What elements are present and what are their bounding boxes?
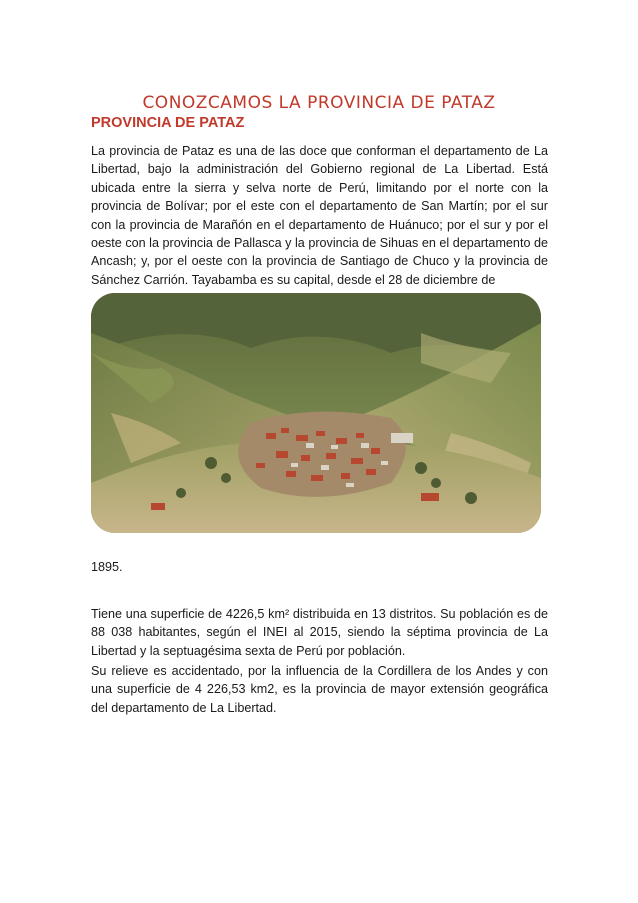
page-title: CONOZCAMOS LA PROVINCIA DE PATAZ [142, 93, 496, 114]
tayabamba-town-photo [91, 293, 541, 533]
paragraph-year: 1895. [91, 560, 123, 574]
paragraph-population: Tiene una superficie de 4226,5 km² distribuida en 13 distritos. Su población es de 88 038 habitantes, según el INEI al 2015, siendo la séptima provincia de La Libertad y la septuagésima sexta de Perú por población. [91, 607, 548, 658]
paragraph-intro: La provincia de Pataz es una de las doce que conforman el departamento de La Libertad, bajo la administración del Gobierno regional de La Libertad. Está ubicada entre la sierra y selva norte de Perú, limitando por el norte con la provincia de Bolívar; por el este con el departamento de San Martín; por el sur con la provincia de Marañón en el departamento de Huánuco; por el sur y por el oeste con la provincia de Pallasca y la provincia de Sihuas en el departamento de Ancash; y, por el oeste con la provincia de Santiago de Chuco y la provincia de Sánchez Carrión. Tayabamba es su capital, desde el 28 de diciembre de [91, 144, 548, 287]
section-heading: PROVINCIA DE PATAZ [91, 115, 245, 131]
paragraph-relief: Su relieve es accidentado, por la influencia de la Cordillera de los Andes y con una superficie de 4 226,53 km2, es la provincia de mayor extensión geográfica del departamento de La Libertad. [91, 664, 548, 715]
